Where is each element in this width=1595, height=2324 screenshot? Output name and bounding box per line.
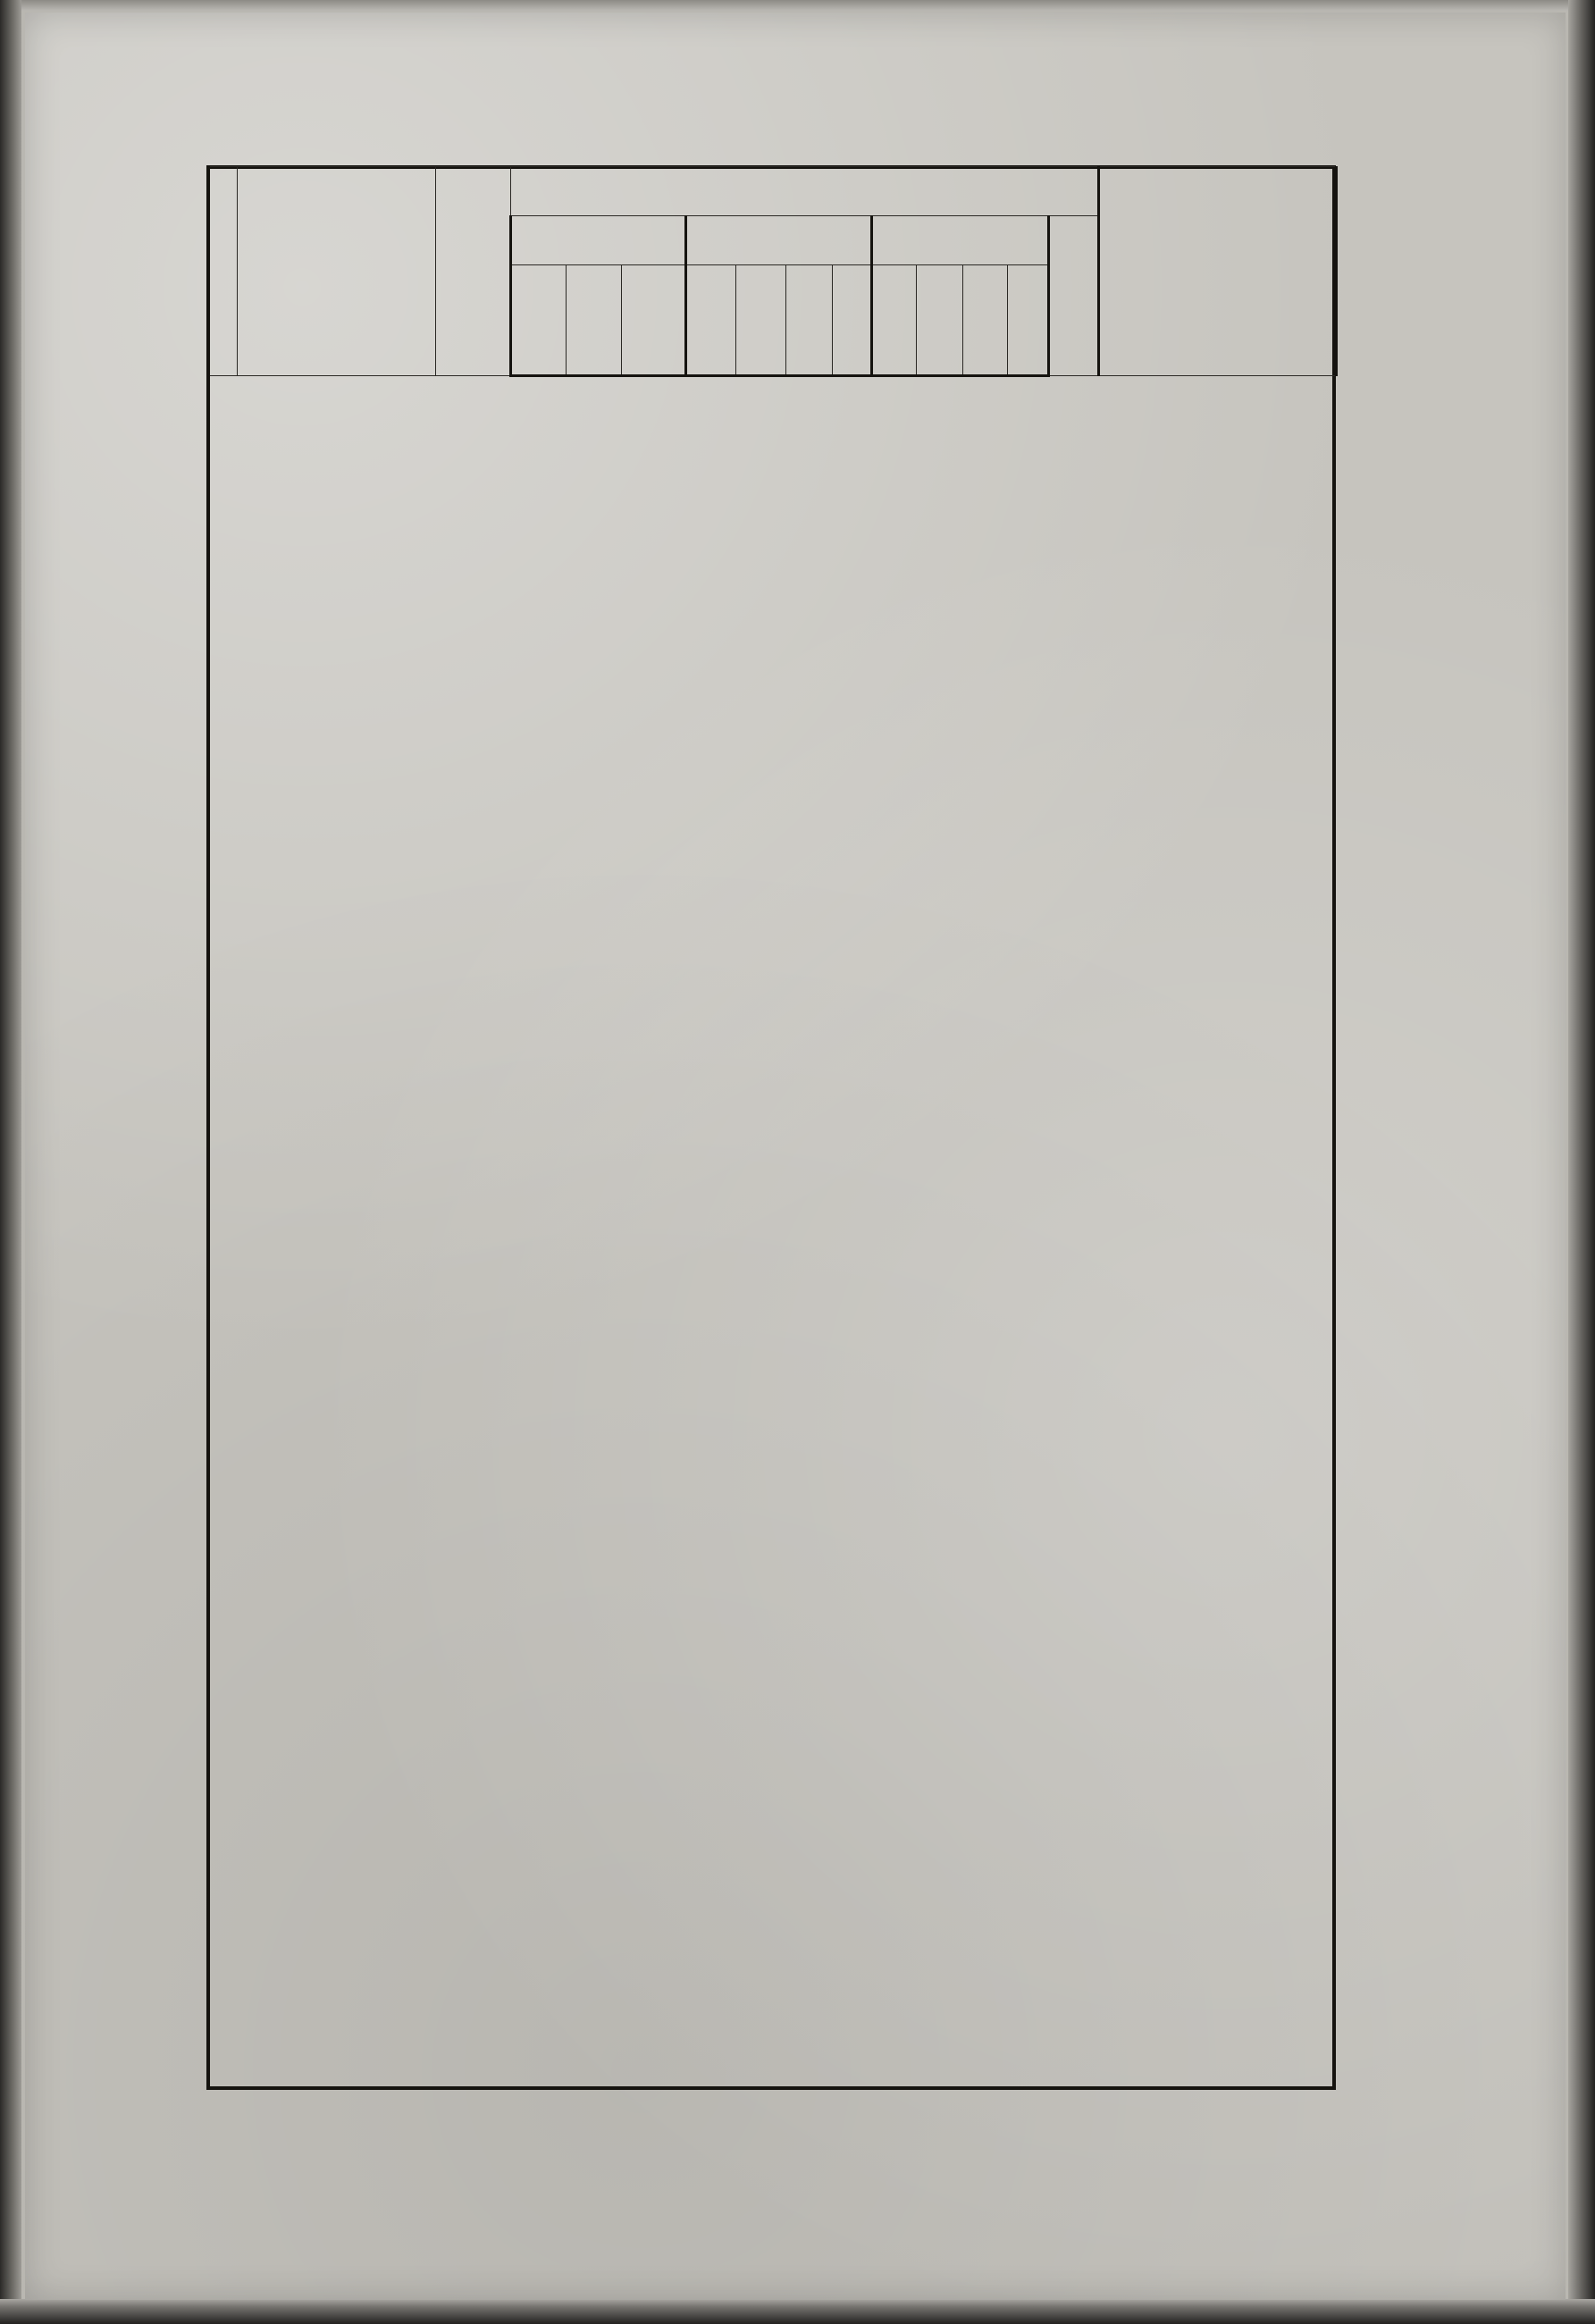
header-haeuser <box>1049 216 1099 376</box>
header-andere-sprache <box>1008 265 1049 376</box>
header-andere-konfession <box>833 265 872 376</box>
header-israelitisch <box>786 265 833 376</box>
scan-edge-right <box>1568 0 1595 2324</box>
header-group-konfession <box>686 216 872 265</box>
scan-edge-left <box>0 0 21 2324</box>
header-zusammen <box>622 265 686 376</box>
statistics-table <box>207 166 1338 377</box>
header-group-bevoelkerung <box>511 216 686 265</box>
header-roem-kath <box>686 265 736 376</box>
header-ruthenisch <box>963 265 1008 376</box>
header-polnisch <box>917 265 963 376</box>
header-bezirk <box>238 167 436 376</box>
header-deutsch <box>872 265 917 376</box>
header-group-umgangssprache <box>872 216 1049 265</box>
header-laufende-nummer <box>209 167 238 376</box>
scan-edge-bottom <box>0 2299 1595 2324</box>
scan-edge-top <box>0 0 1595 11</box>
header-super-group <box>511 167 1099 216</box>
statistics-table-container <box>207 166 1335 2089</box>
header-weiblich <box>567 265 622 376</box>
header-griech-kath <box>736 265 786 376</box>
header-ausstattung <box>1099 167 1337 376</box>
table-outer-frame <box>207 166 1335 2089</box>
header-maennlich <box>511 265 567 376</box>
header-areal <box>436 167 511 376</box>
